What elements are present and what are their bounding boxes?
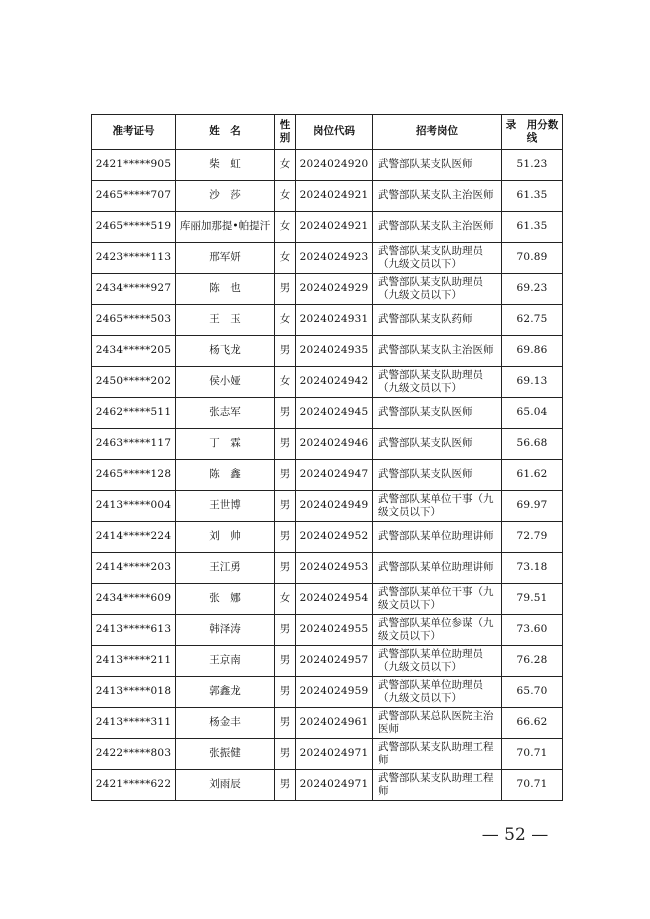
- cell-gender: 女: [275, 150, 296, 181]
- cell-post: 武警部队某单位助理员（九级文员以下）: [373, 646, 502, 677]
- cell-post: 武警部队某单位助理员（九级文员以下）: [373, 677, 502, 708]
- cell-score: 61.35: [502, 212, 563, 243]
- cell-post-code: 2024024959: [296, 677, 373, 708]
- table-row: [92, 615, 563, 646]
- header-row: [92, 115, 563, 150]
- cell-name: 侯小娅: [176, 367, 275, 398]
- table-row: [92, 708, 563, 739]
- cell-post-code: 2024024942: [296, 367, 373, 398]
- cell-post-code: 2024024947: [296, 460, 373, 491]
- cell-exam-id: 2413*****211: [92, 646, 176, 677]
- cell-post: 武警部队某支队医师: [373, 398, 502, 429]
- cell-name: 陈 鑫: [176, 460, 275, 491]
- cell-post-code: 2024024945: [296, 398, 373, 429]
- cell-post: 武警部队某总队医院主治医师: [373, 708, 502, 739]
- cell-post-code: 2024024955: [296, 615, 373, 646]
- table-row: [92, 367, 563, 398]
- cell-exam-id: 2465*****503: [92, 305, 176, 336]
- cell-post: 武警部队某支队助理工程师: [373, 739, 502, 770]
- cell-post: 武警部队某支队医师: [373, 150, 502, 181]
- cell-gender: 男: [275, 398, 296, 429]
- cell-post: 武警部队某支队助理员（九级文员以下）: [373, 274, 502, 305]
- table-row: [92, 243, 563, 274]
- header-exam-id: 准考证号: [92, 115, 176, 150]
- cell-exam-id: 2465*****707: [92, 181, 176, 212]
- cell-gender: 男: [275, 646, 296, 677]
- table-row: [92, 336, 563, 367]
- table-row: [92, 553, 563, 584]
- cell-post-code: 2024024954: [296, 584, 373, 615]
- cell-post-code: 2024024957: [296, 646, 373, 677]
- cell-post: 武警部队某单位干事（九级文员以下）: [373, 491, 502, 522]
- cell-gender: 男: [275, 274, 296, 305]
- cell-exam-id: 2434*****609: [92, 584, 176, 615]
- cell-exam-id: 2422*****803: [92, 739, 176, 770]
- cell-name: 王江勇: [176, 553, 275, 584]
- cell-name: 库丽加那提•帕提汗: [176, 212, 275, 243]
- cell-score: 65.04: [502, 398, 563, 429]
- cell-gender: 男: [275, 677, 296, 708]
- cell-score: 69.23: [502, 274, 563, 305]
- cell-score: 56.68: [502, 429, 563, 460]
- cell-gender: 男: [275, 708, 296, 739]
- header-name: 姓 名: [176, 115, 275, 150]
- table-row: [92, 212, 563, 243]
- cell-exam-id: 2414*****203: [92, 553, 176, 584]
- cell-exam-id: 2463*****117: [92, 429, 176, 460]
- cell-post-code: 2024024931: [296, 305, 373, 336]
- cell-name: 丁 霖: [176, 429, 275, 460]
- cell-name: 王世博: [176, 491, 275, 522]
- cell-post: 武警部队某支队主治医师: [373, 181, 502, 212]
- cell-score: 69.86: [502, 336, 563, 367]
- header-score: 录 用分数线: [502, 115, 563, 150]
- cell-post-code: 2024024920: [296, 150, 373, 181]
- cell-post: 武警部队某支队助理员（九级文员以下）: [373, 367, 502, 398]
- cell-post-code: 2024024952: [296, 522, 373, 553]
- cell-score: 70.71: [502, 770, 563, 801]
- cell-exam-id: 2421*****622: [92, 770, 176, 801]
- table-row: [92, 770, 563, 801]
- cell-score: 73.60: [502, 615, 563, 646]
- cell-post-code: 2024024929: [296, 274, 373, 305]
- cell-post-code: 2024024971: [296, 770, 373, 801]
- cell-gender: 男: [275, 553, 296, 584]
- table-row: [92, 646, 563, 677]
- cell-name: 杨金丰: [176, 708, 275, 739]
- cell-name: 韩泽涛: [176, 615, 275, 646]
- cell-exam-id: 2465*****128: [92, 460, 176, 491]
- cell-post-code: 2024024946: [296, 429, 373, 460]
- cell-name: 柴 虹: [176, 150, 275, 181]
- cell-post: 武警部队某支队助理工程师: [373, 770, 502, 801]
- cell-post: 武警部队某单位助理讲师: [373, 553, 502, 584]
- cell-score: 69.13: [502, 367, 563, 398]
- cell-gender: 男: [275, 615, 296, 646]
- table-row: [92, 677, 563, 708]
- cell-gender: 男: [275, 739, 296, 770]
- table-row: [92, 398, 563, 429]
- table-body: [92, 150, 563, 801]
- cell-name: 陈 也: [176, 274, 275, 305]
- cell-gender: 男: [275, 770, 296, 801]
- cell-gender: 男: [275, 491, 296, 522]
- cell-score: 61.62: [502, 460, 563, 491]
- cell-exam-id: 2413*****004: [92, 491, 176, 522]
- table-row: [92, 584, 563, 615]
- table-row: [92, 522, 563, 553]
- cell-score: 70.89: [502, 243, 563, 274]
- cell-gender: 女: [275, 305, 296, 336]
- table-row: [92, 460, 563, 491]
- cell-post: 武警部队某支队医师: [373, 460, 502, 491]
- cell-name: 杨飞龙: [176, 336, 275, 367]
- cell-exam-id: 2413*****311: [92, 708, 176, 739]
- cell-post-code: 2024024923: [296, 243, 373, 274]
- cell-exam-id: 2414*****224: [92, 522, 176, 553]
- cell-score: 79.51: [502, 584, 563, 615]
- cell-post-code: 2024024935: [296, 336, 373, 367]
- cell-post: 武警部队某支队主治医师: [373, 212, 502, 243]
- cell-post-code: 2024024961: [296, 708, 373, 739]
- cell-exam-id: 2462*****511: [92, 398, 176, 429]
- cell-name: 刘 帅: [176, 522, 275, 553]
- page-number: — 52 —: [481, 825, 549, 845]
- cell-exam-id: 2421*****905: [92, 150, 176, 181]
- cell-name: 张振健: [176, 739, 275, 770]
- header-post: 招考岗位: [373, 115, 502, 150]
- cell-exam-id: 2434*****205: [92, 336, 176, 367]
- cell-exam-id: 2465*****519: [92, 212, 176, 243]
- cell-post: 武警部队某支队医师: [373, 429, 502, 460]
- table-row: [92, 305, 563, 336]
- cell-score: 76.28: [502, 646, 563, 677]
- table-row: [92, 739, 563, 770]
- cell-post-code: 2024024921: [296, 212, 373, 243]
- cell-post: 武警部队某单位干事（九级文员以下）: [373, 584, 502, 615]
- cell-exam-id: 2423*****113: [92, 243, 176, 274]
- cell-gender: 男: [275, 460, 296, 491]
- header-gender: 性别: [275, 115, 296, 150]
- cell-score: 70.71: [502, 739, 563, 770]
- cell-score: 69.97: [502, 491, 563, 522]
- cell-gender: 男: [275, 429, 296, 460]
- admission-score-table: [91, 114, 563, 801]
- table-row: [92, 491, 563, 522]
- cell-name: 刘雨辰: [176, 770, 275, 801]
- cell-gender: 女: [275, 212, 296, 243]
- cell-exam-id: 2413*****613: [92, 615, 176, 646]
- cell-score: 73.18: [502, 553, 563, 584]
- cell-post: 武警部队某单位助理讲师: [373, 522, 502, 553]
- cell-post: 武警部队某支队药师: [373, 305, 502, 336]
- table-row: [92, 429, 563, 460]
- cell-name: 王京南: [176, 646, 275, 677]
- table-row: [92, 150, 563, 181]
- cell-gender: 女: [275, 181, 296, 212]
- cell-gender: 女: [275, 367, 296, 398]
- table-header: [92, 115, 563, 150]
- cell-gender: 男: [275, 336, 296, 367]
- cell-gender: 男: [275, 522, 296, 553]
- cell-post: 武警部队某单位参谋（九级文员以下）: [373, 615, 502, 646]
- cell-name: 张 娜: [176, 584, 275, 615]
- cell-post-code: 2024024949: [296, 491, 373, 522]
- cell-name: 王 玉: [176, 305, 275, 336]
- cell-gender: 女: [275, 243, 296, 274]
- cell-score: 51.23: [502, 150, 563, 181]
- cell-name: 张志军: [176, 398, 275, 429]
- cell-post-code: 2024024971: [296, 739, 373, 770]
- cell-exam-id: 2413*****018: [92, 677, 176, 708]
- cell-post: 武警部队某支队主治医师: [373, 336, 502, 367]
- cell-name: 郭鑫龙: [176, 677, 275, 708]
- cell-exam-id: 2434*****927: [92, 274, 176, 305]
- table-row: [92, 274, 563, 305]
- table-row: [92, 181, 563, 212]
- cell-name: 邢军妍: [176, 243, 275, 274]
- cell-score: 72.79: [502, 522, 563, 553]
- cell-name: 沙 莎: [176, 181, 275, 212]
- cell-score: 66.62: [502, 708, 563, 739]
- cell-post-code: 2024024953: [296, 553, 373, 584]
- cell-post: 武警部队某支队助理员（九级文员以下）: [373, 243, 502, 274]
- cell-score: 65.70: [502, 677, 563, 708]
- cell-score: 61.35: [502, 181, 563, 212]
- cell-gender: 女: [275, 584, 296, 615]
- header-post-code: 岗位代码: [296, 115, 373, 150]
- cell-exam-id: 2450*****202: [92, 367, 176, 398]
- cell-post-code: 2024024921: [296, 181, 373, 212]
- cell-score: 62.75: [502, 305, 563, 336]
